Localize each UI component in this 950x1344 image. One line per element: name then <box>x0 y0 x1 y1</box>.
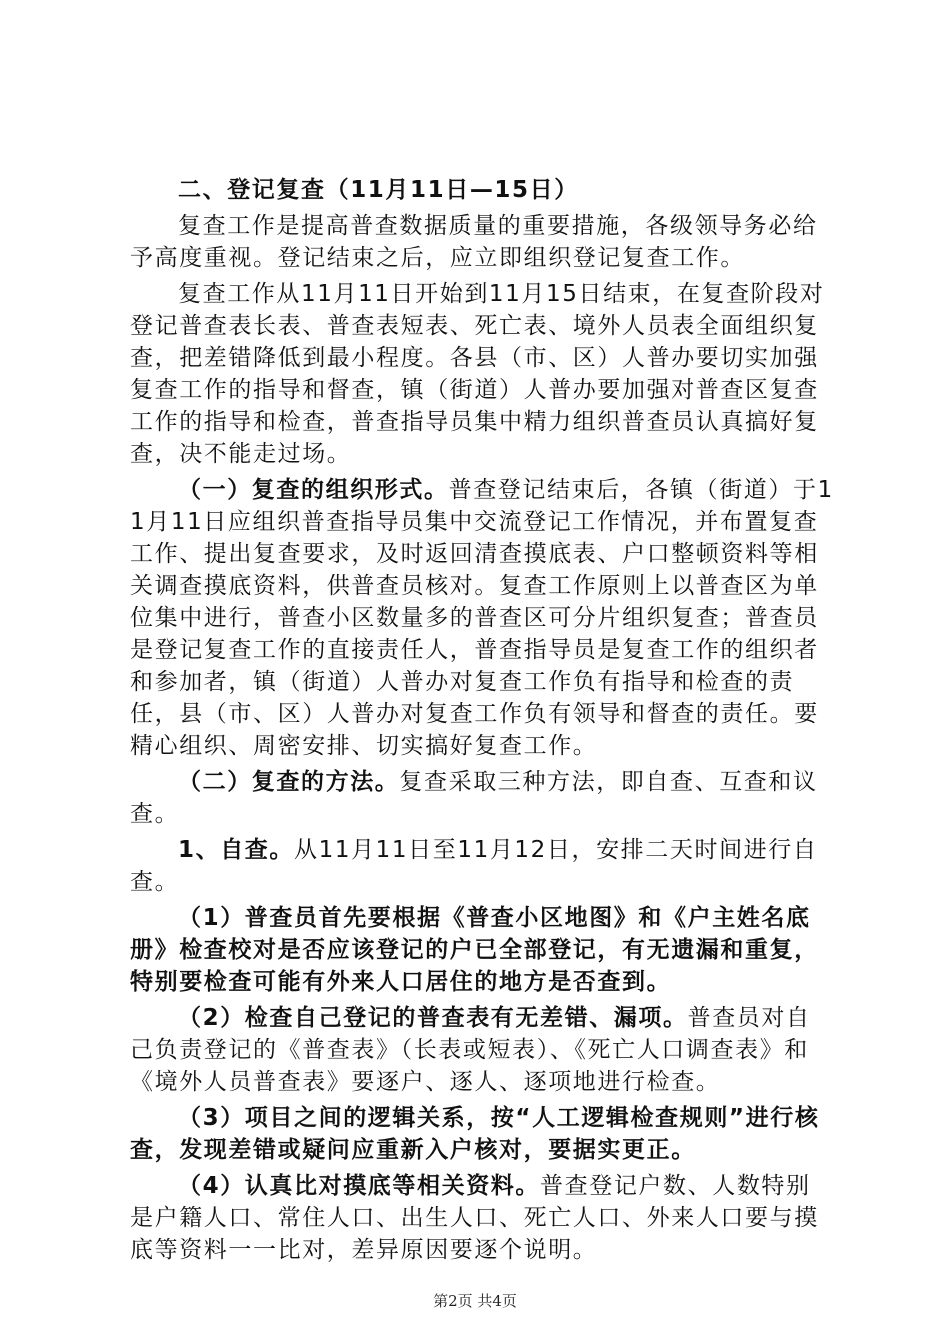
paragraph-methods <box>130 766 835 830</box>
item-4-text: 普查登记户数、人数特别是户籍人口、常住人口、出生人口、死亡人口、外来人口要与摸底等资料一一比对，差异原因要逐个说明。 <box>130 1173 819 1263</box>
item-2-subheading: （2）检查自己登记的普查表有无差错、漏项。 <box>178 1005 688 1031</box>
paragraph-item-1 <box>130 902 835 998</box>
self-check-subheading: 1、自查。 <box>178 837 295 863</box>
paragraph-item-4 <box>130 1170 835 1266</box>
item-2-text: 普查员对自己负责登记的《普查表》（长表或短表）、《死亡人口调查表》和《境外人员普查表》要逐户、逐人、逐项地进行检查。 <box>130 1005 811 1095</box>
item-3-text: （3）项目之间的逻辑关系，按“人工逻辑检查规则”进行核查，发现差错或疑问应重新入户核对，要据实更正。 <box>130 1105 820 1163</box>
organization-text: 普查登记结束后，各镇（街道）于11月11日应组织普查指导员集中交流登记工作情况，并布置复查工作、提出复查要求，及时返回清查摸底表、户口整顿资料等相关调查摸底资料，供普查员核对。复查工作原则上以普查区为单位集中进行，普查小区数量多的普查区可分片组织复查；普查员是登记复查工作的直接责任人，普查指导员是复查工作的组织者和参加者，镇（街道）人普办对复查工作负有指导和检查的责任，县（市、区）人普办对复查工作负有领导和督查的责任。要精心组织、周密安排、切实搞好复查工作。 <box>130 477 834 759</box>
paragraph-self-check <box>130 834 835 898</box>
methods-subheading: （二）复查的方法。 <box>178 769 400 795</box>
item-4-subheading: （4）认真比对摸底等相关资料。 <box>178 1173 541 1199</box>
self-check-text: 从11月11日至11月12日，安排二天时间进行自查。 <box>130 837 818 895</box>
paragraph-item-2 <box>130 1002 835 1098</box>
item-1-text: （1）普查员首先要根据《普查小区地图》和《户主姓名底册》检查校对是否应该登记的户已全部登记，有无遗漏和重复，特别要检查可能有外来人口居住的地方是否查到。 <box>130 905 819 995</box>
section-heading: 二、登记复查（11月11日—15日） <box>178 177 579 203</box>
organization-subheading: （一）复查的组织形式。 <box>178 477 449 503</box>
page-footer: 第2页 共4页 <box>433 1292 517 1310</box>
methods-text: 复查采取三种方法，即自查、互查和议查。 <box>130 769 818 827</box>
paragraph-organization <box>130 474 835 762</box>
paragraph-intro: 复查工作是提高普查数据质量的重要措施，各级领导务必给予高度重视。登记结束之后，应立即组织登记复查工作。 <box>130 213 818 271</box>
paragraph-schedule: 复查工作从11月11日开始到11月15日结束，在复查阶段对登记普查表长表、普查表短表、死亡表、境外人员表全面组织复查，把差错降低到最小程度。各县（市、区）人普办要切实加强复查工作的指导和督查，镇（街道）人普办要加强对普查区复查工作的指导和检查，普查指导员集中精力组织普查员认真搞好复查，决不能走过场。 <box>130 281 825 467</box>
paragraph-item-3 <box>130 1102 835 1166</box>
document-body <box>130 174 835 1270</box>
